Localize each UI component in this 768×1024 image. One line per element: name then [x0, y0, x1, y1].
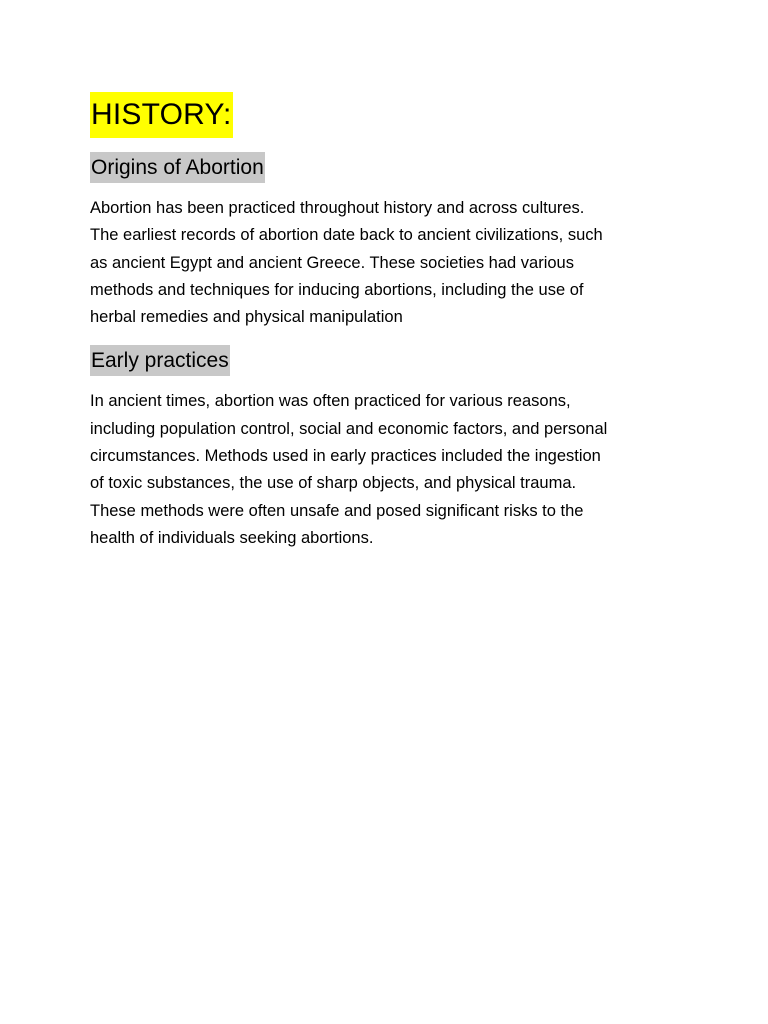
paragraph-line: of toxic substances, the use of sharp objects, and physical trauma.: [90, 474, 577, 493]
paragraph-line: In ancient times, abortion was often practiced for various reasons,: [90, 392, 571, 411]
section-heading-early-practices: Early practices: [90, 345, 230, 376]
paragraph-line: herbal remedies and physical manipulation: [90, 308, 403, 327]
paragraph-line: These methods were often unsafe and posed significant risks to the: [90, 501, 584, 520]
section-heading-origins: Origins of Abortion: [90, 152, 265, 183]
paragraph-line: methods and techniques for inducing abortions, including the use of: [90, 280, 584, 299]
paragraph-line: circumstances. Methods used in early practices included the ingestion: [90, 447, 601, 466]
page-title: HISTORY:: [90, 92, 233, 138]
paragraph-line: including population control, social and economic factors, and personal: [90, 419, 608, 438]
section-paragraph-origins: [90, 195, 690, 331]
paragraph-line: The earliest records of abortion date back to ancient civilizations, such: [90, 226, 603, 245]
paragraph-line: health of individuals seeking abortions.: [90, 528, 374, 547]
paragraph-line: Abortion has been practiced throughout history and across cultures.: [90, 199, 585, 217]
paragraph-line: as ancient Egypt and ancient Greece. These societies had various: [90, 253, 574, 272]
document-body: [90, 92, 690, 552]
section-paragraph-early-practices: [90, 388, 690, 552]
